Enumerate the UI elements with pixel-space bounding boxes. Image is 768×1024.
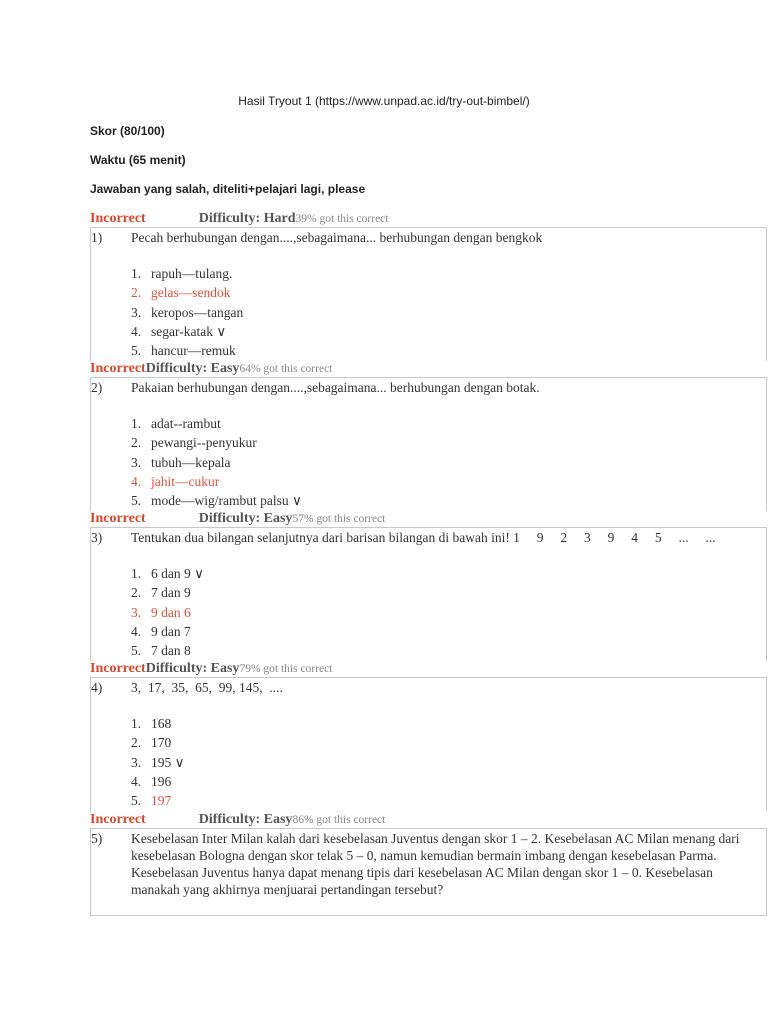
percent-label: 64% got this correct (239, 363, 333, 375)
percent-label: 79% got this correct (239, 663, 333, 675)
status-label: Incorrect (90, 511, 146, 526)
question-text: Tentukan dua bilangan selanjutnya dari barisan bilangan di bawah ini! 1 9 2 3 9 4 5 ... ... (131, 530, 716, 545)
question-text: Pakaian berhubungan dengan....,sebagaimana... berhubungan dengan botak. (131, 380, 540, 395)
option-text: 9 dan 6 (151, 604, 191, 620)
question-number: 5) (91, 831, 103, 846)
option-text: 7 dan 9 (151, 585, 191, 601)
option-text: 9 dan 7 (151, 623, 191, 639)
options-list (91, 714, 766, 810)
time-text: Waktu (65 menit) (90, 153, 186, 167)
note-text: Jawaban yang salah, diteliti+pelajari lagi, please (90, 182, 366, 196)
option-item[interactable] (91, 264, 766, 283)
option-text: 170 (151, 735, 172, 751)
option-item[interactable] (91, 791, 766, 810)
question-box-5 (90, 828, 767, 916)
option-number: 2. (131, 435, 142, 451)
option-item[interactable] (91, 714, 766, 733)
option-number: 1. (131, 716, 142, 731)
option-text: mode—wig/rambut palsu ∨ (151, 493, 302, 509)
option-item[interactable] (91, 622, 766, 641)
option-number: 4. (131, 773, 142, 789)
status-label: Incorrect (90, 661, 146, 676)
option-text: keropos—tangan (151, 304, 244, 320)
status-label: Incorrect (90, 211, 146, 226)
options-list (91, 564, 766, 660)
option-text: rapuh—tulang. (151, 266, 233, 281)
question-box-1 (90, 227, 767, 361)
option-number: 4. (131, 473, 142, 489)
question-text: Pecah berhubungan dengan....,sebagaimana... berhubungan dengan bengkok (131, 230, 543, 245)
option-number: 1. (131, 266, 142, 281)
options-list (91, 264, 766, 360)
options-list (91, 414, 766, 510)
option-text: 168 (151, 716, 172, 731)
page-title: Hasil Tryout 1 (https://www.unpad.ac.id/try-out-bimbel/) (238, 94, 530, 108)
option-number: 2. (131, 585, 142, 601)
percent-label: 39% got this correct (295, 213, 389, 225)
option-item[interactable] (91, 283, 766, 302)
difficulty-label: Difficulty: Easy (145, 661, 240, 676)
option-item[interactable] (91, 322, 766, 341)
question-header-5 (90, 812, 385, 828)
question-header-1 (90, 211, 388, 227)
option-number: 3. (131, 604, 142, 620)
option-item[interactable] (91, 603, 766, 622)
option-item[interactable] (91, 491, 766, 510)
question-text: Kesebelasan Inter Milan kalah dari kesebelasan Juventus dengan skor 1 – 2. Kesebelasan AC Milan menang dari kesebelasan Bologna dengan skor telak 5 – 0, namun kemudian bermain imbang dengan kesebelasan Parma. Kesebelasan Juventus hanya dapat menang tipis dari kesebelasan AC Milan dengan skor 1 – 0. Kesebelasan manakah yang akhirnya menjuarai pertandingan tersebut? (131, 831, 740, 897)
question-number: 1) (91, 230, 103, 245)
option-text: 196 (151, 773, 172, 789)
option-text: adat--rambut (151, 416, 221, 431)
option-number: 4. (131, 323, 142, 339)
question-box-2 (90, 377, 767, 511)
option-number: 5. (131, 643, 142, 659)
option-text: pewangi--penyukur (151, 435, 257, 451)
option-text: 6 dan 9 ∨ (151, 566, 204, 581)
option-item[interactable] (91, 564, 766, 583)
status-label: Incorrect (90, 812, 146, 827)
option-item[interactable] (91, 303, 766, 322)
option-number: 3. (131, 304, 142, 320)
option-text: gelas—sendok (151, 285, 231, 301)
option-item[interactable] (91, 453, 766, 472)
option-item[interactable] (91, 733, 766, 752)
option-number: 4. (131, 623, 142, 639)
option-item[interactable] (91, 433, 766, 452)
percent-label: 57% got this correct (292, 513, 386, 525)
option-item[interactable] (91, 414, 766, 433)
question-number: 4) (91, 680, 103, 695)
difficulty-label: Difficulty: Easy (198, 812, 293, 827)
option-number: 5. (131, 793, 142, 809)
status-label: Incorrect (90, 361, 146, 376)
option-item[interactable] (91, 472, 766, 491)
option-number: 2. (131, 735, 142, 751)
percent-label: 86% got this correct (292, 814, 386, 826)
score-text: Skor (80/100) (90, 124, 165, 138)
option-number: 1. (131, 416, 142, 431)
option-text: 197 (151, 793, 172, 809)
option-text: hancur—remuk (151, 343, 236, 359)
difficulty-label: Difficulty: Easy (198, 511, 293, 526)
option-item[interactable] (91, 753, 766, 772)
question-header-3 (90, 511, 385, 527)
question-number: 2) (91, 380, 103, 395)
option-item[interactable] (91, 641, 766, 660)
question-box-3 (90, 527, 767, 661)
option-text: tubuh—kepala (151, 454, 231, 470)
option-number: 3. (131, 454, 142, 470)
option-text: 195 ∨ (151, 754, 185, 770)
option-text: segar-katak ∨ (151, 323, 227, 339)
option-number: 5. (131, 493, 142, 509)
option-number: 2. (131, 285, 142, 301)
question-text: 3, 17, 35, 65, 99, 145, .... (131, 680, 283, 695)
option-number: 1. (131, 566, 142, 581)
option-item[interactable] (91, 772, 766, 791)
option-text: 7 dan 8 (151, 643, 191, 659)
question-header-4 (90, 661, 332, 677)
difficulty-label: Difficulty: Hard (198, 211, 296, 226)
option-number: 3. (131, 754, 142, 770)
option-item[interactable] (91, 341, 766, 360)
option-number: 5. (131, 343, 142, 359)
question-box-4 (90, 677, 767, 811)
question-header-2 (90, 361, 332, 377)
difficulty-label: Difficulty: Easy (145, 361, 240, 376)
question-number: 3) (91, 530, 103, 545)
option-text: jahit—cukur (151, 473, 220, 489)
option-item[interactable] (91, 583, 766, 602)
